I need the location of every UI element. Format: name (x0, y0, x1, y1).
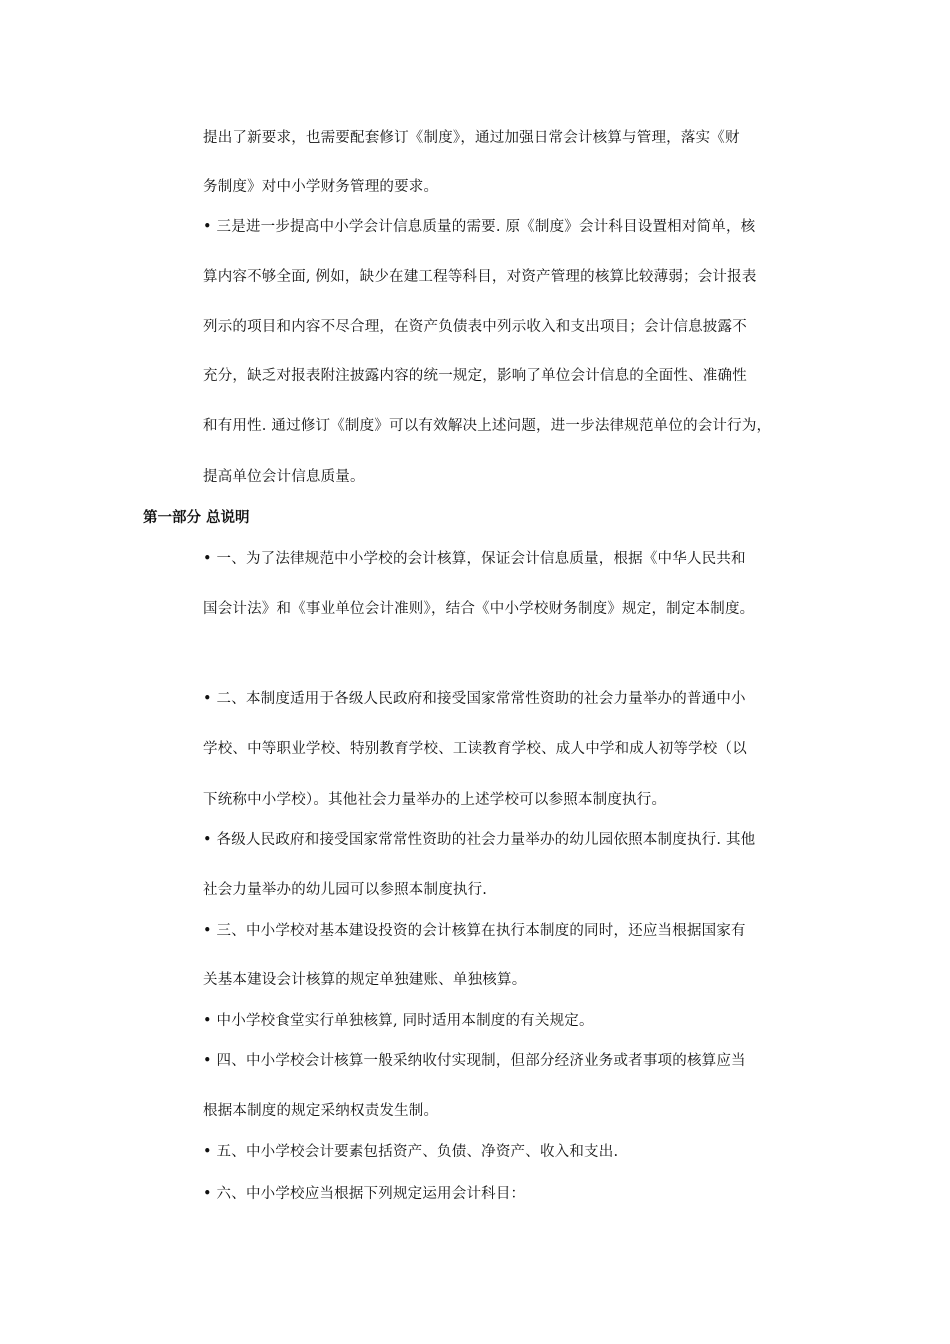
text-line: 关基本建设会计核算的规定单独建账、单独核算。 (203, 972, 527, 988)
text-line: 和有用性. 通过修订《制度》可以有效解决上述问题，进一步法律规范单位的会计行为， (203, 418, 772, 434)
text-line: 充分，缺乏对报表附注披露内容的统一规定，影响了单位会计信息的全面性、准确性 (203, 368, 747, 384)
bullet-paragraph: • 四、中小学校会计核算一般采纳收付实现制，但部分经济业务或者事项的核算应当 (203, 1053, 746, 1069)
bullet-paragraph: • 各级人民政府和接受国家常常性资助的社会力量举办的幼儿园依照本制度执行. 其他 (203, 832, 756, 848)
bullet-paragraph: • 三、中小学校对基本建设投资的会计核算在执行本制度的同时，还应当根据国家有 (203, 923, 746, 939)
text-line: 算内容不够全面, 例如，缺少在建工程等科目，对资产管理的核算比较薄弱；会计报表 (203, 269, 757, 285)
text-line: 学校、中等职业学校、特别教育学校、工读教育学校、成人中学和成人初等学校（以 (203, 741, 747, 757)
text-line: 提出了新要求，也需要配套修订《制度》，通过加强日常会计核算与管理，落实《财 (203, 130, 740, 146)
text-line: 下统称中小学校）。其他社会力量举办的上述学校可以参照本制度执行。 (203, 792, 667, 808)
text-line: 列示的项目和内容不尽合理，在资产负债表中列示收入和支出项目；会计信息披露不 (203, 319, 747, 335)
bullet-paragraph: • 五、中小学校会计要素包括资产、负债、净资产、收入和支出. (203, 1144, 619, 1160)
text-line: 社会力量举办的幼儿园可以参照本制度执行. (203, 882, 488, 898)
text-line: 国会计法》和《事业单位会计准则》，结合《中小学校财务制度》规定，制定本制度。 (203, 601, 755, 617)
bullet-paragraph: • 六、中小学校应当根据下列规定运用会计科目： (203, 1186, 526, 1202)
bullet-paragraph: • 一、为了法律规范中小学校的会计核算，保证会计信息质量，根据《中华人民共和 (203, 551, 746, 567)
bullet-paragraph: • 二、本制度适用于各级人民政府和接受国家常常性资助的社会力量举办的普通中小 (203, 691, 746, 707)
text-line: 根据本制度的规定采纳权责发生制。 (203, 1103, 439, 1119)
bullet-paragraph: • 三是进一步提高中小学会计信息质量的需要. 原《制度》会计科目设置相对简单，核 (203, 219, 756, 235)
text-line: 务制度》对中小学财务管理的要求。 (203, 179, 439, 195)
text-line: 提高单位会计信息质量。 (203, 469, 365, 485)
section-heading: 第一部分 总说明 (143, 510, 250, 526)
bullet-paragraph: • 中小学校食堂实行单独核算, 同时适用本制度的有关规定。 (203, 1013, 594, 1029)
